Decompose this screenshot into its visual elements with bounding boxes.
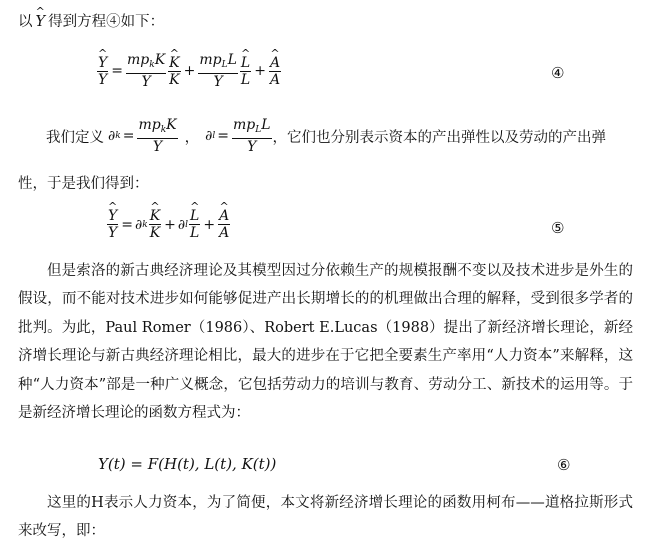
equation-5-number: ⑤ bbox=[551, 219, 565, 237]
frac-ahat-a: ^ $\frac{A}{A}$ bbox=[269, 55, 281, 88]
frac-mpk-k-y: $\frac{mp_kK}{Y}$ bbox=[126, 52, 166, 90]
frac-yhat-y: ^ $\frac{Y}{Y}$ bbox=[97, 55, 108, 88]
frac5-lhat-l: ^ $\frac{L}{L}$ bbox=[189, 208, 200, 241]
intro-line bbox=[18, 10, 164, 31]
define-start: 我们定义 bbox=[46, 129, 104, 146]
equation-5: ^ $\frac{Y}{Y}$ = ∂ k ^ $\frac{K}{K}$ + ∂ l ^ $\frac{L}{L}$ + ^ $\frac{A}{A}$ bbox=[106, 208, 231, 241]
equation-4-number: ④ bbox=[551, 64, 565, 82]
paragraph-theory: 但是索洛的新古典经济理论及其模型因过分依赖生产的规模报酬不变以及技术进步是外生的假设，而不能对技术进步如何能够促进产出长期增长的的机理做出合理的解释，受到很多学者的批判。为此，Paul Romer（1986）、Robert E.Lucas（1988）提出了新经济增长理论，新经济增长理论与新古典经济理论相比，最大的进步在于它把全要素生产率用“人力资本”来解释，这种“人力资本”部是一种广义概念，它包括劳动力的培训与教育、劳动分工、新技术的运用等。于是新经济增长理论的函数方程式为： bbox=[18, 263, 633, 422]
frac-khat-k: ^ $\frac{K}{K}$ bbox=[168, 55, 180, 88]
definition-line bbox=[46, 117, 606, 155]
equation-4: ^ $\frac{Y}{Y}$ = $\frac{mp_kK}{Y}$ ^ $\frac{K}{K}$ + $\frac{mp_LL}{Y}$ ^ $\frac{L}{L}$ + ^ $\frac{A}{A}$ bbox=[96, 52, 282, 90]
frac5-yhat-y: ^ $\frac{Y}{Y}$ bbox=[107, 208, 118, 241]
y-hat-symbol: ^ Y bbox=[36, 14, 46, 30]
frac-lhat-l: ^ $\frac{L}{L}$ bbox=[240, 55, 251, 88]
frac5-khat-k: ^ $\frac{K}{K}$ bbox=[149, 208, 161, 241]
frac5-ahat-a: ^ $\frac{A}{A}$ bbox=[218, 208, 230, 241]
intro-prefix: 以 bbox=[18, 14, 33, 30]
intro-suffix: 得到方程④如下： bbox=[48, 14, 165, 30]
paragraph-cobb-douglas: 这里的H表示人力资本，为了简便，本文将新经济增长理论的函数用柯布——道格拉斯形式来改写，即： bbox=[18, 495, 633, 540]
elasticity-k-def: ∂ k = $\frac{mp_kK}{Y}$ bbox=[108, 117, 177, 155]
frac-mpl-l-y: $\frac{mp_LL}{Y}$ bbox=[199, 52, 237, 90]
elasticity-l-def: ∂ l = $\frac{mp_LL}{Y}$ bbox=[205, 117, 271, 155]
equation-6: Y(t) = F(H(t), L(t), K(t)) bbox=[98, 455, 277, 473]
define-end: ，它们也分别表示资本的产出弹性以及劳动的产出弹 bbox=[272, 129, 607, 146]
define-sep: ， bbox=[184, 129, 200, 146]
equation-6-number: ⑥ bbox=[557, 456, 571, 474]
definition-continued: 性，于是我们得到： bbox=[18, 176, 149, 192]
